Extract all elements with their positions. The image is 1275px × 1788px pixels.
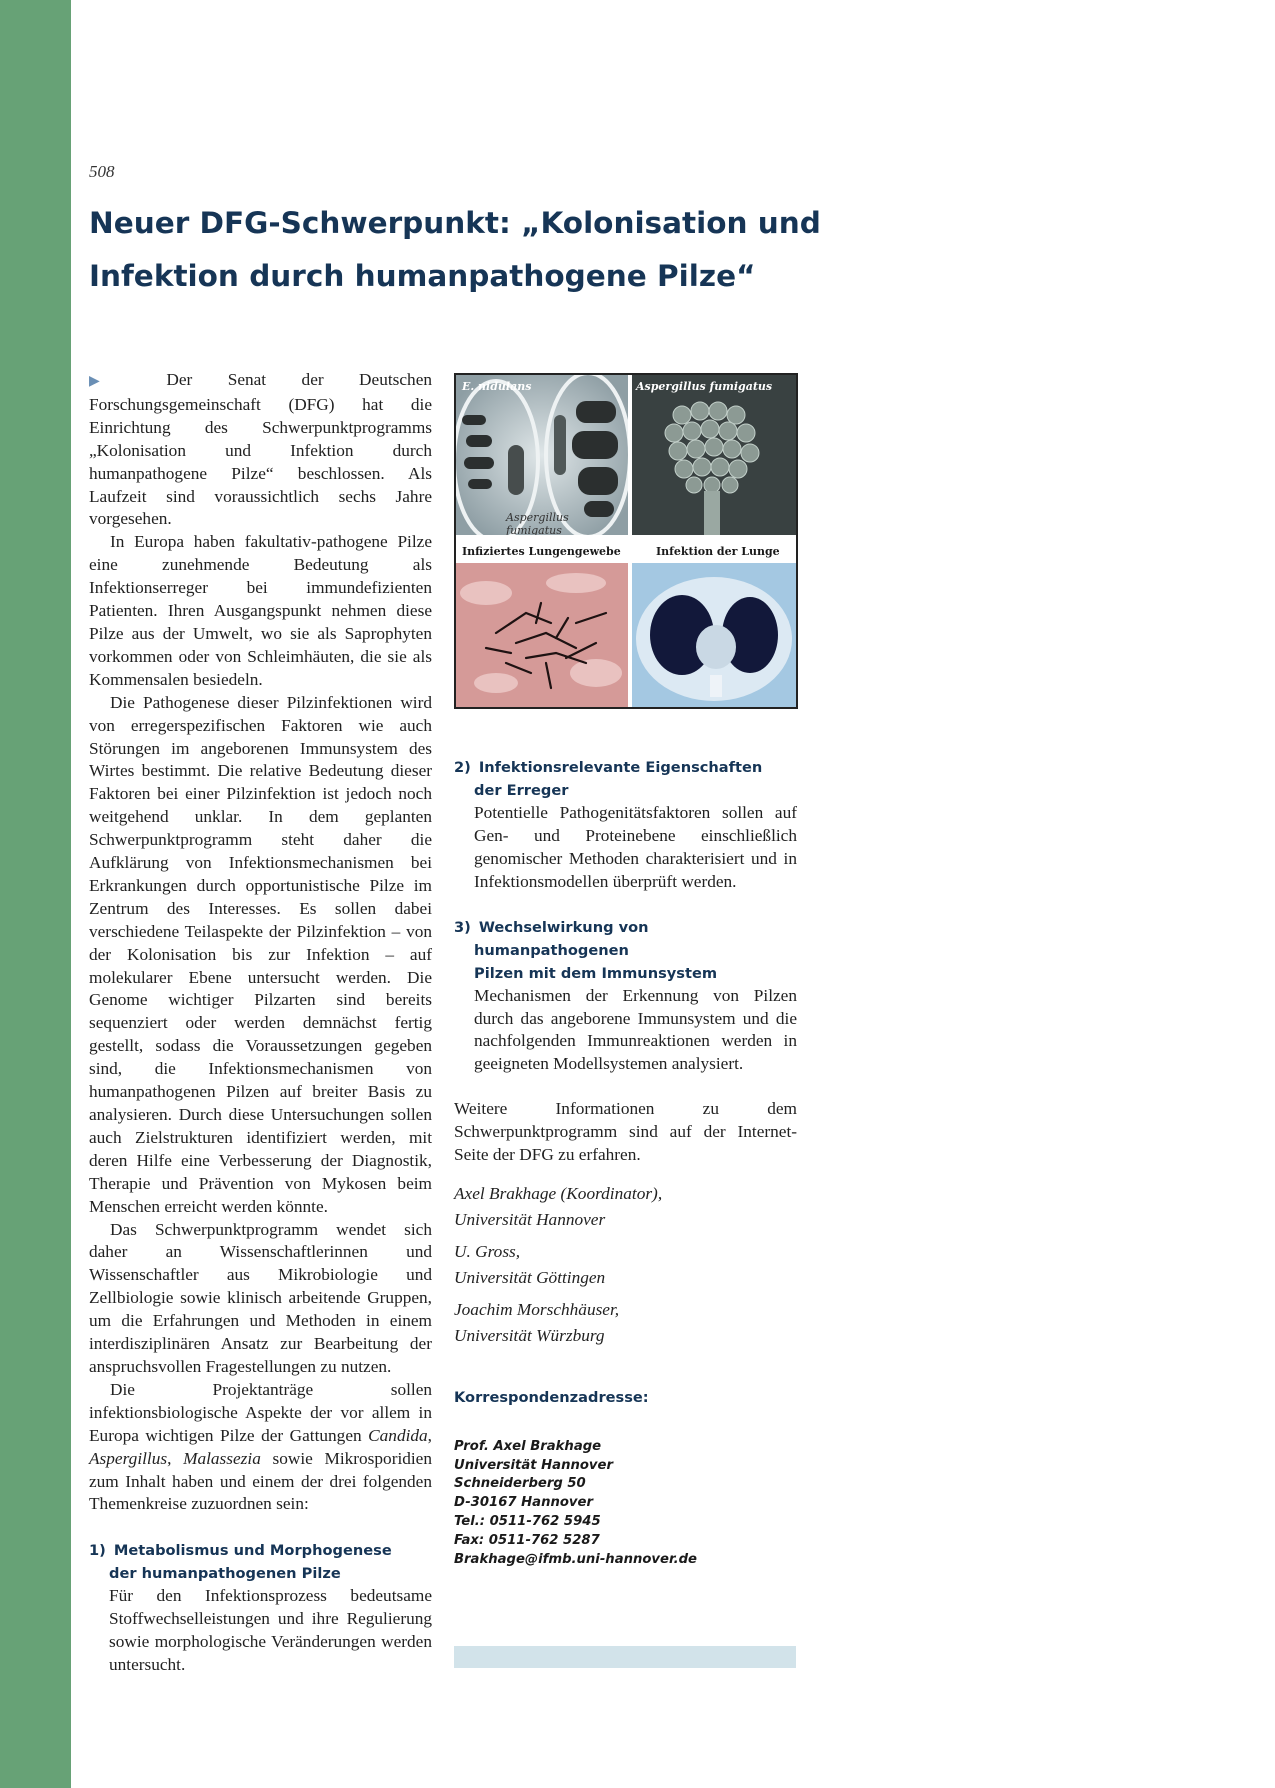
aspergillus-fumigatus-sem-image — [632, 375, 796, 535]
genus-aspergillus: Aspergillus — [89, 1448, 168, 1468]
section-1-body: Für den Infektionsprozess bedeutsame Stoffwechselleistungen und ihre Regulierung sowie morphologische Veränderungen werden untersucht. — [109, 1586, 432, 1675]
section-3-body: Mechanismen der Erkennung von Pilzen durch das angeborene Immunsystem und die nachfolgenden Immunreaktionen werden in geeigneten Modellsystemen analysiert. — [474, 985, 797, 1074]
label-infektion-der-lunge: Infektion der Lunge — [656, 545, 780, 558]
paragraph-4: Das Schwerpunktprogramm wendet sich daher an Wissenschaftlerinnen und Wissenschaftler aus Mikrobiologie und Zellbiologie sowie klinisch arbeitende Gruppen, um die Erfahrungen und Methoden in einem interdisziplinären Ansatz zur Bearbeitung der anspruchsvollen Fragestellungen zu nutzen. — [89, 1219, 432, 1376]
right-column — [454, 756, 797, 1569]
address-institution: Universität Hannover — [454, 1457, 613, 1473]
genus-candida: Candida — [368, 1425, 428, 1445]
ct-scan-graphic — [632, 563, 796, 707]
address-fax: Fax: 0511-762 5287 — [454, 1532, 600, 1548]
address-phone: Tel.: 0511-762 5945 — [454, 1514, 601, 1530]
correspondence-address — [454, 1438, 797, 1570]
paragraph-2: In Europa haben fakultativ-pathogene Pilze eine zunehmende Bedeutung als Infektionserreger bei immundefizienten Patienten. Ihren Ausgangspunkt nehmen diese Pilze aus der Umwelt, wo sie als Saprophyten vorkommen oder von Schleimhäuten, die sie als Kommensalen besiedeln. — [89, 532, 432, 689]
side-color-band — [0, 0, 71, 1788]
e-nidulans-image — [456, 375, 628, 535]
title-line-1: Neuer DFG-Schwerpunkt: „Kolonisation und — [89, 206, 821, 240]
genus-malassezia: Malassezia — [183, 1448, 261, 1468]
bottom-color-bar — [454, 1646, 796, 1668]
triangle-right-icon: ▶ — [89, 374, 131, 389]
correspondence-heading: Korrespondenzadresse: — [454, 1388, 649, 1406]
paragraph-3: Die Pathogenese dieser Pilzinfektionen wird von erregerspezifischen Faktoren wie auch Störungen im angeborenen Immunsystem des Wirtes bestimmt. Die relative Bedeutung dieser Faktoren bei einer Pilzinfektion ist jedoch noch weitgehend unklar. In dem geplanten Schwerpunktprogramm steht daher die Aufklärung von Infektionsmechanismen bei Erkrankungen durch opportunistische Pilze im Zentrum des Interesses. Es sollen dabei verschiedene Teilaspekte der Pilzinfektion – von der Kolonisation bis zur Infektion – auf molekularer Ebene untersucht werden. Die Genome wichtiger Pilzarten sind bereits sequenziert oder werden demnächst fertig gestellt, sodass die Voraussetzungen gegeben sind, die Infektionsmechanismen von humanpathogenen Pilzen auf breiter Basis zu analysieren. Durch diese Untersuchungen sollen auch Zielstrukturen identifiziert werden, mit deren Hilfe eine Verbesserung der Diagnostik, Therapie und Prävention von Mykosen beim Menschen erreicht werden könnte. — [89, 692, 432, 1216]
page-number: 508 — [89, 162, 115, 181]
author-2: U. Gross, Universität Göttingen — [454, 1241, 606, 1287]
left-column — [89, 369, 432, 1677]
section-2-heading: 2) Infektionsrelevante Eigenschaften der Erreger — [454, 759, 763, 799]
section-2-body: Potentielle Pathogenitätsfaktoren sollen auf Gen- und Proteinebene einschließlich genomischer Methoden charakterisiert und in Infektionsmodellen überprüft werden. — [474, 803, 797, 891]
article-title — [89, 197, 1089, 303]
lung-ct-scan-image — [632, 563, 796, 707]
infected-lung-tissue-image — [456, 563, 628, 707]
histology-graphic — [456, 563, 628, 707]
fungi-figure — [454, 373, 798, 709]
label-aspergillus-fumigatus-top: Aspergillus fumigatus — [636, 380, 773, 393]
label-e-nidulans: E. nidulans — [462, 380, 532, 393]
address-email-link[interactable]: Brakhage@ifmb.uni-hannover.de — [454, 1551, 697, 1567]
label-infiziertes-lungengewebe: Infiziertes Lungengewebe — [462, 545, 621, 558]
section-3-heading: 3) Wechselwirkung von humanpathogenen Pilzen mit dem Immunsystem — [454, 918, 718, 982]
paragraph-5: Die Projektanträge sollen infektionsbiologische Aspekte der vor allem in Europa wichtigen Pilze der Gattungen Candida, Aspergillus, Malassezia sowie Mikrosporidien zum Inhalt haben und einem der drei folgenden Themenkreise zuzuordnen sein: — [89, 1379, 432, 1514]
info-paragraph: Weitere Informationen zu dem Schwerpunktprogramm sind auf der Internet-Seite der DFG zu erfahren. — [454, 1099, 797, 1165]
author-1: Axel Brakhage (Koordinator), Universität Hannover — [454, 1183, 663, 1229]
paragraph-1: ▶ Der Senat der Deutschen Forschungsgemeinschaft (DFG) hat die Einrichtung des Schwerpunktprogramms „Kolonisation und Infektion durch humanpathogene Pilze“ beschlossen. Als Laufzeit sind voraussichtlich sechs Jahre vorgesehen. — [89, 370, 432, 529]
address-city: D-30167 Hannover — [454, 1495, 593, 1511]
address-street: Schneiderberg 50 — [454, 1476, 586, 1492]
section-1-heading: 1) Metabolismus und Morphogenese der humanpathogenen Pilze — [89, 1542, 392, 1583]
title-line-2: Infektion durch humanpathogene Pilze“ — [89, 259, 756, 293]
label-aspergillus-fumigatus-mid: Aspergillus fumigatus — [506, 511, 569, 535]
conidiophore-graphic — [632, 375, 796, 535]
address-name: Prof. Axel Brakhage — [454, 1438, 602, 1454]
author-3: Joachim Morschhäuser, Universität Würzburg — [454, 1299, 620, 1345]
